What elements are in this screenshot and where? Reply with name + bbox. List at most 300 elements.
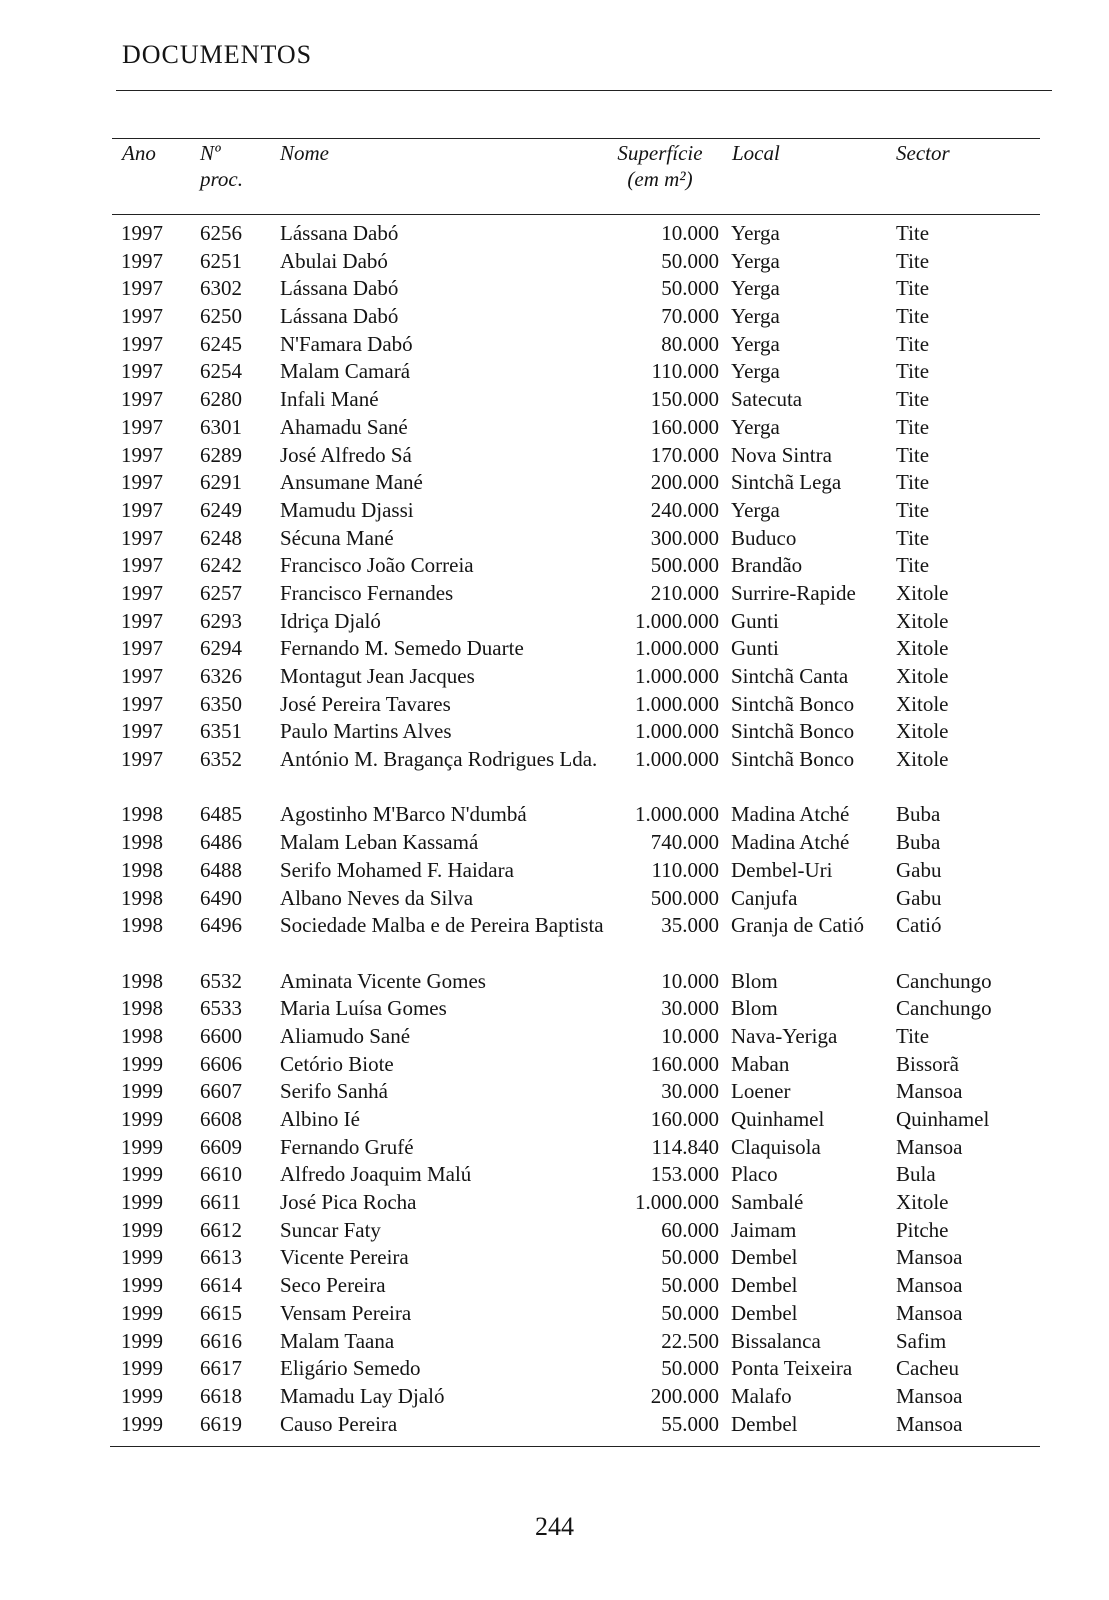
cell-sector: Safim	[896, 1328, 947, 1353]
table-row	[0, 1051, 1109, 1079]
table-row	[0, 1300, 1109, 1328]
cell-name: Francisco Fernandes	[280, 580, 454, 605]
cell-name: Paulo Martins Alves	[280, 719, 452, 744]
cell-local: Nova Sintra	[731, 442, 832, 467]
cell-name: Malam Leban Kassamá	[280, 830, 479, 855]
cell-year: 1998	[121, 913, 163, 938]
cell-name: N'Famara Dabó	[280, 331, 413, 356]
cell-year: 1999	[121, 1300, 163, 1325]
column-header-area-line1: Superfície	[617, 141, 703, 165]
cell-proc: 6607	[200, 1079, 242, 1104]
column-header-local: Local	[732, 141, 780, 165]
cell-sector: Mansoa	[896, 1411, 963, 1436]
table-header-rule	[112, 214, 1040, 215]
cell-proc: 6611	[200, 1190, 242, 1215]
cell-name: José Alfredo Sá	[280, 442, 412, 467]
cell-name: Sociedade Malba e de Pereira Baptista	[280, 913, 604, 938]
cell-sector: Bissorã	[896, 1051, 959, 1076]
cell-local: Yerga	[731, 304, 780, 329]
cell-local: Madina Atché	[731, 802, 850, 827]
cell-proc: 6488	[200, 857, 242, 882]
cell-local: Sintchã Bonco	[731, 719, 855, 744]
cell-proc: 6293	[200, 608, 242, 633]
cell-sector: Tite	[896, 248, 930, 273]
table-row	[0, 1383, 1109, 1411]
cell-year: 1997	[121, 304, 163, 329]
cell-sector: Cacheu	[896, 1356, 959, 1381]
cell-year: 1998	[121, 857, 163, 882]
cell-year: 1997	[121, 276, 163, 301]
cell-proc: 6280	[200, 387, 242, 412]
cell-area: 10.000	[661, 968, 719, 993]
table-row	[0, 331, 1109, 359]
cell-local: Jaimam	[731, 1217, 797, 1242]
cell-year: 1997	[121, 387, 163, 412]
cell-sector: Gabu	[896, 885, 942, 910]
cell-name: José Pereira Tavares	[280, 691, 451, 716]
cell-local: Blom	[731, 968, 778, 993]
table-row	[0, 1161, 1109, 1189]
table-row	[0, 801, 1109, 829]
cell-local: Dembel	[731, 1300, 798, 1325]
column-header-proc-line2: proc.	[200, 167, 243, 191]
cell-proc: 6248	[200, 525, 242, 550]
cell-year: 1999	[121, 1245, 163, 1270]
cell-year: 1997	[121, 359, 163, 384]
cell-name: Cetório Biote	[280, 1051, 394, 1076]
cell-year: 1998	[121, 802, 163, 827]
cell-area: 153.000	[650, 1162, 719, 1187]
cell-name: Serifo Sanhá	[280, 1079, 388, 1104]
cell-area: 300.000	[650, 525, 719, 550]
cell-proc: 6613	[200, 1245, 242, 1270]
table-row	[0, 552, 1109, 580]
cell-year: 1997	[121, 636, 163, 661]
cell-sector: Tite	[896, 525, 930, 550]
cell-local: Maban	[731, 1051, 790, 1076]
cell-year: 1997	[121, 664, 163, 688]
cell-area: 1.000.000	[635, 691, 719, 716]
cell-year: 1997	[121, 525, 163, 550]
header-rule	[116, 90, 1052, 91]
cell-area: 50.000	[661, 276, 719, 301]
cell-sector: Xitole	[896, 580, 949, 605]
cell-sector: Mansoa	[896, 1273, 963, 1298]
cell-sector: Xitole	[896, 636, 949, 661]
cell-local: Sintchã Lega	[731, 470, 842, 495]
cell-sector: Gabu	[896, 857, 942, 882]
cell-area: 1.000.000	[635, 1190, 719, 1215]
cell-sector: Buba	[896, 802, 941, 827]
cell-proc: 6291	[200, 470, 242, 495]
cell-year: 1999	[121, 1217, 163, 1242]
cell-area: 740.000	[650, 830, 719, 855]
cell-sector: Tite	[896, 1023, 930, 1048]
cell-proc: 6251	[200, 248, 242, 273]
cell-year: 1997	[121, 553, 163, 578]
table-row	[0, 275, 1109, 303]
cell-sector: Xitole	[896, 1190, 949, 1215]
page-header-title: DOCUMENTOS	[122, 40, 313, 69]
cell-area: 1.000.000	[635, 747, 719, 772]
cell-area: 200.000	[650, 1383, 719, 1408]
cell-area: 1.000.000	[635, 664, 719, 688]
table-row	[0, 1328, 1109, 1356]
cell-sector: Catió	[896, 913, 942, 938]
cell-area: 110.000	[651, 359, 719, 384]
page-number: 244	[535, 1512, 574, 1541]
cell-year: 1998	[121, 885, 163, 910]
cell-proc: 6294	[200, 636, 242, 661]
cell-area: 10.000	[661, 1023, 719, 1048]
table-row	[0, 497, 1109, 525]
cell-proc: 6533	[200, 996, 242, 1021]
cell-area: 1.000.000	[635, 719, 719, 744]
cell-name: Albino Ié	[280, 1107, 360, 1132]
cell-proc: 6302	[200, 276, 242, 301]
cell-area: 35.000	[661, 913, 719, 938]
cell-sector: Canchungo	[896, 968, 992, 993]
cell-year: 1999	[121, 1328, 163, 1353]
cell-name: José Pica Rocha	[280, 1190, 417, 1215]
cell-year: 1997	[121, 248, 163, 273]
cell-area: 160.000	[650, 414, 719, 439]
table-row	[0, 829, 1109, 857]
cell-proc: 6616	[200, 1328, 242, 1353]
cell-proc: 6610	[200, 1162, 242, 1187]
cell-year: 1997	[121, 747, 163, 772]
table-row	[0, 1217, 1109, 1245]
table-row	[0, 995, 1109, 1023]
cell-local: Yerga	[731, 497, 780, 522]
cell-area: 200.000	[650, 470, 719, 495]
table-row	[0, 525, 1109, 553]
cell-local: Yerga	[731, 359, 780, 384]
cell-proc: 6350	[200, 691, 242, 716]
table-row	[0, 358, 1109, 386]
cell-proc: 6615	[200, 1300, 242, 1325]
column-header-proc-line1: Nº	[200, 141, 221, 165]
cell-sector: Tite	[896, 304, 930, 329]
cell-proc: 6242	[200, 553, 242, 578]
cell-proc: 6608	[200, 1107, 242, 1132]
cell-sector: Mansoa	[896, 1079, 963, 1104]
cell-local: Placo	[731, 1162, 778, 1187]
table-row	[0, 718, 1109, 746]
cell-local: Brandão	[731, 553, 803, 578]
table-row	[0, 746, 1109, 801]
table-row	[0, 885, 1109, 913]
cell-sector: Xitole	[896, 691, 949, 716]
cell-sector: Tite	[896, 331, 930, 356]
cell-proc: 6614	[200, 1273, 242, 1298]
cell-year: 1999	[121, 1383, 163, 1408]
cell-local: Dembel-Uri	[731, 857, 833, 882]
cell-name: Alfredo Joaquim Malú	[280, 1162, 472, 1187]
table-bottom-rule	[110, 1446, 1040, 1447]
column-header-area	[600, 140, 720, 192]
cell-local: Dembel	[731, 1245, 798, 1270]
cell-sector: Tite	[896, 442, 930, 467]
cell-local: Sintchã Canta	[731, 664, 849, 688]
cell-year: 1999	[121, 1107, 163, 1132]
table-row	[0, 580, 1109, 608]
table-row	[0, 1244, 1109, 1272]
cell-area: 500.000	[650, 885, 719, 910]
cell-area: 60.000	[661, 1217, 719, 1242]
cell-year: 1999	[121, 1134, 163, 1159]
table-row	[0, 1106, 1109, 1134]
cell-local: Buduco	[731, 525, 797, 550]
cell-name: Lássana Dabó	[280, 276, 399, 301]
cell-year: 1997	[121, 221, 163, 245]
cell-area: 114.840	[651, 1134, 719, 1159]
cell-sector: Tite	[896, 359, 930, 384]
cell-area: 50.000	[661, 248, 719, 273]
table-row	[0, 220, 1109, 248]
cell-local: Bissalanca	[731, 1328, 821, 1353]
table-row	[0, 303, 1109, 331]
cell-proc: 6617	[200, 1356, 242, 1381]
cell-name: Malam Taana	[280, 1328, 395, 1353]
cell-area: 50.000	[661, 1300, 719, 1325]
cell-proc: 6496	[200, 913, 242, 938]
cell-year: 1999	[121, 1273, 163, 1298]
table-row	[0, 248, 1109, 276]
cell-name: Fernando M. Semedo Duarte	[280, 636, 524, 661]
cell-area: 150.000	[650, 387, 719, 412]
cell-proc: 6245	[200, 331, 242, 356]
cell-area: 30.000	[661, 1079, 719, 1104]
cell-area: 10.000	[661, 221, 719, 245]
cell-area: 160.000	[650, 1107, 719, 1132]
cell-name: António M. Bragança Rodrigues Lda.	[280, 747, 598, 772]
table-row	[0, 663, 1109, 691]
cell-name: Causo Pereira	[280, 1411, 398, 1436]
cell-local: Loener	[731, 1079, 791, 1104]
cell-year: 1999	[121, 1079, 163, 1104]
cell-sector: Tite	[896, 470, 930, 495]
cell-name: Malam Camará	[280, 359, 411, 384]
cell-year: 1997	[121, 719, 163, 744]
cell-local: Madina Atché	[731, 830, 850, 855]
cell-name: Idriça Djaló	[280, 608, 381, 633]
column-header-name: Nome	[280, 141, 329, 165]
cell-proc: 6257	[200, 580, 242, 605]
cell-proc: 6612	[200, 1217, 242, 1242]
cell-sector: Mansoa	[896, 1134, 963, 1159]
cell-area: 210.000	[650, 580, 719, 605]
column-header-year: Ano	[122, 141, 156, 165]
cell-name: Aminata Vicente Gomes	[280, 968, 486, 993]
column-header-sector: Sector	[896, 141, 950, 165]
cell-name: Lássana Dabó	[280, 304, 399, 329]
cell-local: Canjufa	[731, 885, 798, 910]
cell-local: Claquisola	[731, 1134, 821, 1159]
cell-name: Albano Neves da Silva	[280, 885, 474, 910]
cell-year: 1997	[121, 580, 163, 605]
cell-local: Gunti	[731, 636, 779, 661]
cell-year: 1999	[121, 1051, 163, 1076]
cell-year: 1999	[121, 1356, 163, 1381]
table-row	[0, 1078, 1109, 1106]
cell-year: 1998	[121, 1023, 163, 1048]
cell-local: Granja de Catió	[731, 913, 864, 938]
cell-name: Vicente Pereira	[280, 1245, 409, 1270]
cell-area: 50.000	[661, 1356, 719, 1381]
cell-proc: 6486	[200, 830, 242, 855]
cell-area: 110.000	[651, 857, 719, 882]
cell-area: 30.000	[661, 996, 719, 1021]
cell-proc: 6619	[200, 1411, 242, 1436]
table-row	[0, 442, 1109, 470]
cell-local: Ponta Teixeira	[731, 1356, 853, 1381]
cell-proc: 6256	[200, 221, 242, 245]
cell-year: 1998	[121, 830, 163, 855]
table-row	[0, 857, 1109, 885]
table-row	[0, 469, 1109, 497]
cell-name: Seco Pereira	[280, 1273, 386, 1298]
cell-proc: 6254	[200, 359, 242, 384]
cell-proc: 6600	[200, 1023, 242, 1048]
cell-sector: Buba	[896, 830, 941, 855]
table-row	[0, 691, 1109, 719]
table-row	[0, 635, 1109, 663]
cell-sector: Xitole	[896, 608, 949, 633]
cell-local: Yerga	[731, 248, 780, 273]
table-row	[0, 1272, 1109, 1300]
cell-area: 80.000	[661, 331, 719, 356]
cell-name: Vensam Pereira	[280, 1300, 412, 1325]
cell-name: Mamudu Djassi	[280, 497, 414, 522]
cell-name: Agostinho M'Barco N'dumbá	[280, 802, 527, 827]
table-row	[0, 1134, 1109, 1162]
cell-sector: Canchungo	[896, 996, 992, 1021]
cell-area: 55.000	[661, 1411, 719, 1436]
table-row	[0, 968, 1109, 996]
cell-proc: 6250	[200, 304, 242, 329]
cell-sector: Xitole	[896, 664, 949, 688]
cell-sector: Pitche	[896, 1217, 949, 1242]
cell-proc: 6249	[200, 497, 242, 522]
cell-sector: Tite	[896, 221, 930, 245]
cell-proc: 6326	[200, 664, 242, 688]
cell-sector: Mansoa	[896, 1383, 963, 1408]
cell-local: Nava-Yeriga	[731, 1023, 838, 1048]
table-row	[0, 608, 1109, 636]
cell-local: Surrire-Rapide	[731, 580, 856, 605]
cell-year: 1999	[121, 1162, 163, 1187]
table-top-rule	[112, 138, 1040, 139]
cell-local: Yerga	[731, 331, 780, 356]
cell-area: 1.000.000	[635, 608, 719, 633]
cell-area: 70.000	[661, 304, 719, 329]
cell-area: 1.000.000	[635, 802, 719, 827]
cell-proc: 6490	[200, 885, 242, 910]
cell-sector: Tite	[896, 553, 930, 578]
cell-year: 1997	[121, 470, 163, 495]
cell-sector: Mansoa	[896, 1245, 963, 1270]
cell-local: Sintchã Bonco	[731, 747, 855, 772]
cell-name: Serifo Mohamed F. Haidara	[280, 857, 514, 882]
cell-area: 500.000	[650, 553, 719, 578]
cell-local: Quinhamel	[731, 1107, 825, 1132]
cell-proc: 6618	[200, 1383, 242, 1408]
cell-year: 1997	[121, 442, 163, 467]
cell-sector: Mansoa	[896, 1300, 963, 1325]
cell-name: Ahamadu Sané	[280, 414, 408, 439]
column-header-area-line2: (em m²)	[627, 167, 693, 191]
cell-area: 22.500	[661, 1328, 719, 1353]
cell-name: Francisco João Correia	[280, 553, 474, 578]
cell-local: Sambalé	[731, 1190, 804, 1215]
cell-name: Suncar Faty	[280, 1217, 381, 1242]
cell-proc: 6485	[200, 802, 242, 827]
cell-sector: Tite	[896, 276, 930, 301]
table-row	[0, 386, 1109, 414]
cell-sector: Bula	[896, 1162, 936, 1187]
cell-local: Yerga	[731, 276, 780, 301]
cell-name: Lássana Dabó	[280, 221, 399, 245]
cell-local: Satecuta	[731, 387, 803, 412]
table-row	[0, 1189, 1109, 1217]
cell-year: 1999	[121, 1190, 163, 1215]
cell-area: 50.000	[661, 1273, 719, 1298]
cell-sector: Tite	[896, 387, 930, 412]
cell-name: Infali Mané	[280, 387, 379, 412]
cell-proc: 6301	[200, 414, 242, 439]
cell-sector: Tite	[896, 497, 930, 522]
cell-sector: Xitole	[896, 719, 949, 744]
cell-area: 240.000	[650, 497, 719, 522]
cell-sector: Xitole	[896, 747, 949, 772]
cell-year: 1998	[121, 968, 163, 993]
cell-local: Yerga	[731, 414, 780, 439]
table-body	[0, 220, 1109, 1438]
column-header-proc	[200, 140, 243, 192]
cell-proc: 6606	[200, 1051, 242, 1076]
cell-name: Mamadu Lay Djaló	[280, 1383, 445, 1408]
cell-proc: 6609	[200, 1134, 242, 1159]
cell-name: Maria Luísa Gomes	[280, 996, 447, 1021]
cell-local: Dembel	[731, 1273, 798, 1298]
cell-local: Malafo	[731, 1383, 792, 1408]
table-row	[0, 1023, 1109, 1051]
cell-year: 1998	[121, 996, 163, 1021]
cell-name: Abulai Dabó	[280, 248, 388, 273]
cell-year: 1997	[121, 691, 163, 716]
cell-sector: Quinhamel	[896, 1107, 990, 1132]
cell-local: Gunti	[731, 608, 779, 633]
cell-year: 1997	[121, 331, 163, 356]
table-row	[0, 414, 1109, 442]
cell-sector: Tite	[896, 414, 930, 439]
cell-name: Eligário Semedo	[280, 1356, 421, 1381]
cell-area: 50.000	[661, 1245, 719, 1270]
cell-proc: 6289	[200, 442, 242, 467]
table-row	[0, 1411, 1109, 1439]
cell-name: Fernando Grufé	[280, 1134, 414, 1159]
cell-local: Yerga	[731, 221, 780, 245]
cell-area: 170.000	[650, 442, 719, 467]
cell-year: 1999	[121, 1411, 163, 1436]
cell-local: Sintchã Bonco	[731, 691, 855, 716]
cell-proc: 6352	[200, 747, 242, 772]
cell-year: 1997	[121, 497, 163, 522]
cell-area: 160.000	[650, 1051, 719, 1076]
cell-name: Sécuna Mané	[280, 525, 394, 550]
cell-name: Ansumane Mané	[280, 470, 423, 495]
